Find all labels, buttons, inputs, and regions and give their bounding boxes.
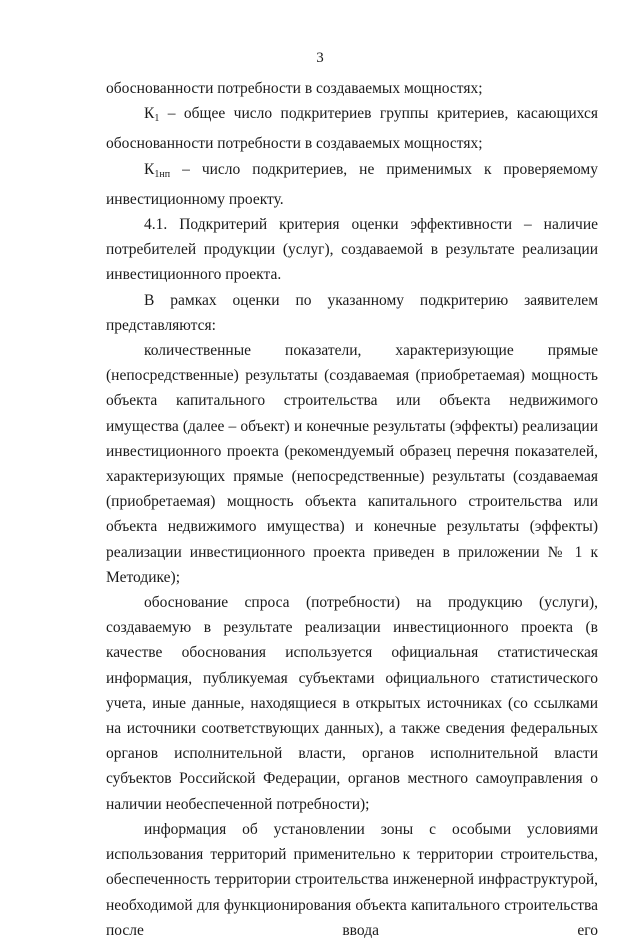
list-item-zones: информация об установлении зоны с особыми условиями использования территорий применительно к территории строительства, обеспеченность территории строительства инженерной инфраструктурой, необходимой для функционирования объекта капитального строительства после ввода его [106, 820, 598, 939]
paragraph: обоснованности потребности в создаваемых мощностях; [106, 80, 483, 97]
definition-k1 [106, 101, 598, 156]
definition-text: – число подкритериев, не применимых к проверяемому инвестиционному проекту. [106, 160, 598, 208]
paragraph: В рамках оценки по указанному подкритерию заявителем представляются: [106, 291, 598, 334]
symbol-k: К [144, 160, 155, 178]
definition-k1np [106, 157, 598, 212]
list-item-demand: обоснование спроса (потребности) на продукцию (услуги), создаваемую в результате реализации инвестиционного проекта (в качестве обоснования используется официальная статистическая информация, публикуемая субъектами официального статистического учета, иные данные, находящиеся в открытых источниках (со ссылками на источники соответствующих данных), а также сведения федеральных органов исполнительной власти, органов исполнительной власти субъектов Российской Федерации, органов местного самоуправления о наличии необеспеченной потребности); [106, 594, 598, 813]
list-item-indicators: количественные показатели, характеризующие прямые (непосредственные) результаты (создаваемая (приобретаемая) мощность объекта капитального строительства или объекта недвижимого имущества (далее – объект) и конечные результаты (эффекты) реализации инвестиционного проекта (рекомендуемый образец перечня показателей, характеризующих прямые (непосредственные) результаты (создаваемая (приобретаемая) мощность объекта капитального строительства или объекта недвижимого имущества) и конечные результаты (эффекты) реализации инвестиционного проекта приведен в приложении № 1 к Методике); [106, 342, 598, 586]
symbol-subscript: 1 [154, 113, 160, 125]
definition-text: – общее число подкритериев группы критериев, касающихся обоснованности потребности в создаваемых мощностях; [106, 105, 598, 153]
document-body [106, 76, 598, 943]
symbol-k: К [144, 105, 155, 123]
page-number: 3 [316, 50, 324, 66]
section-4-1: 4.1. Подкритерий критерия оценки эффективности – наличие потребителей продукции (услуг), создаваемой в результате реализации инвестиционного проекта. [106, 216, 598, 284]
symbol-subscript: 1нп [154, 168, 171, 180]
